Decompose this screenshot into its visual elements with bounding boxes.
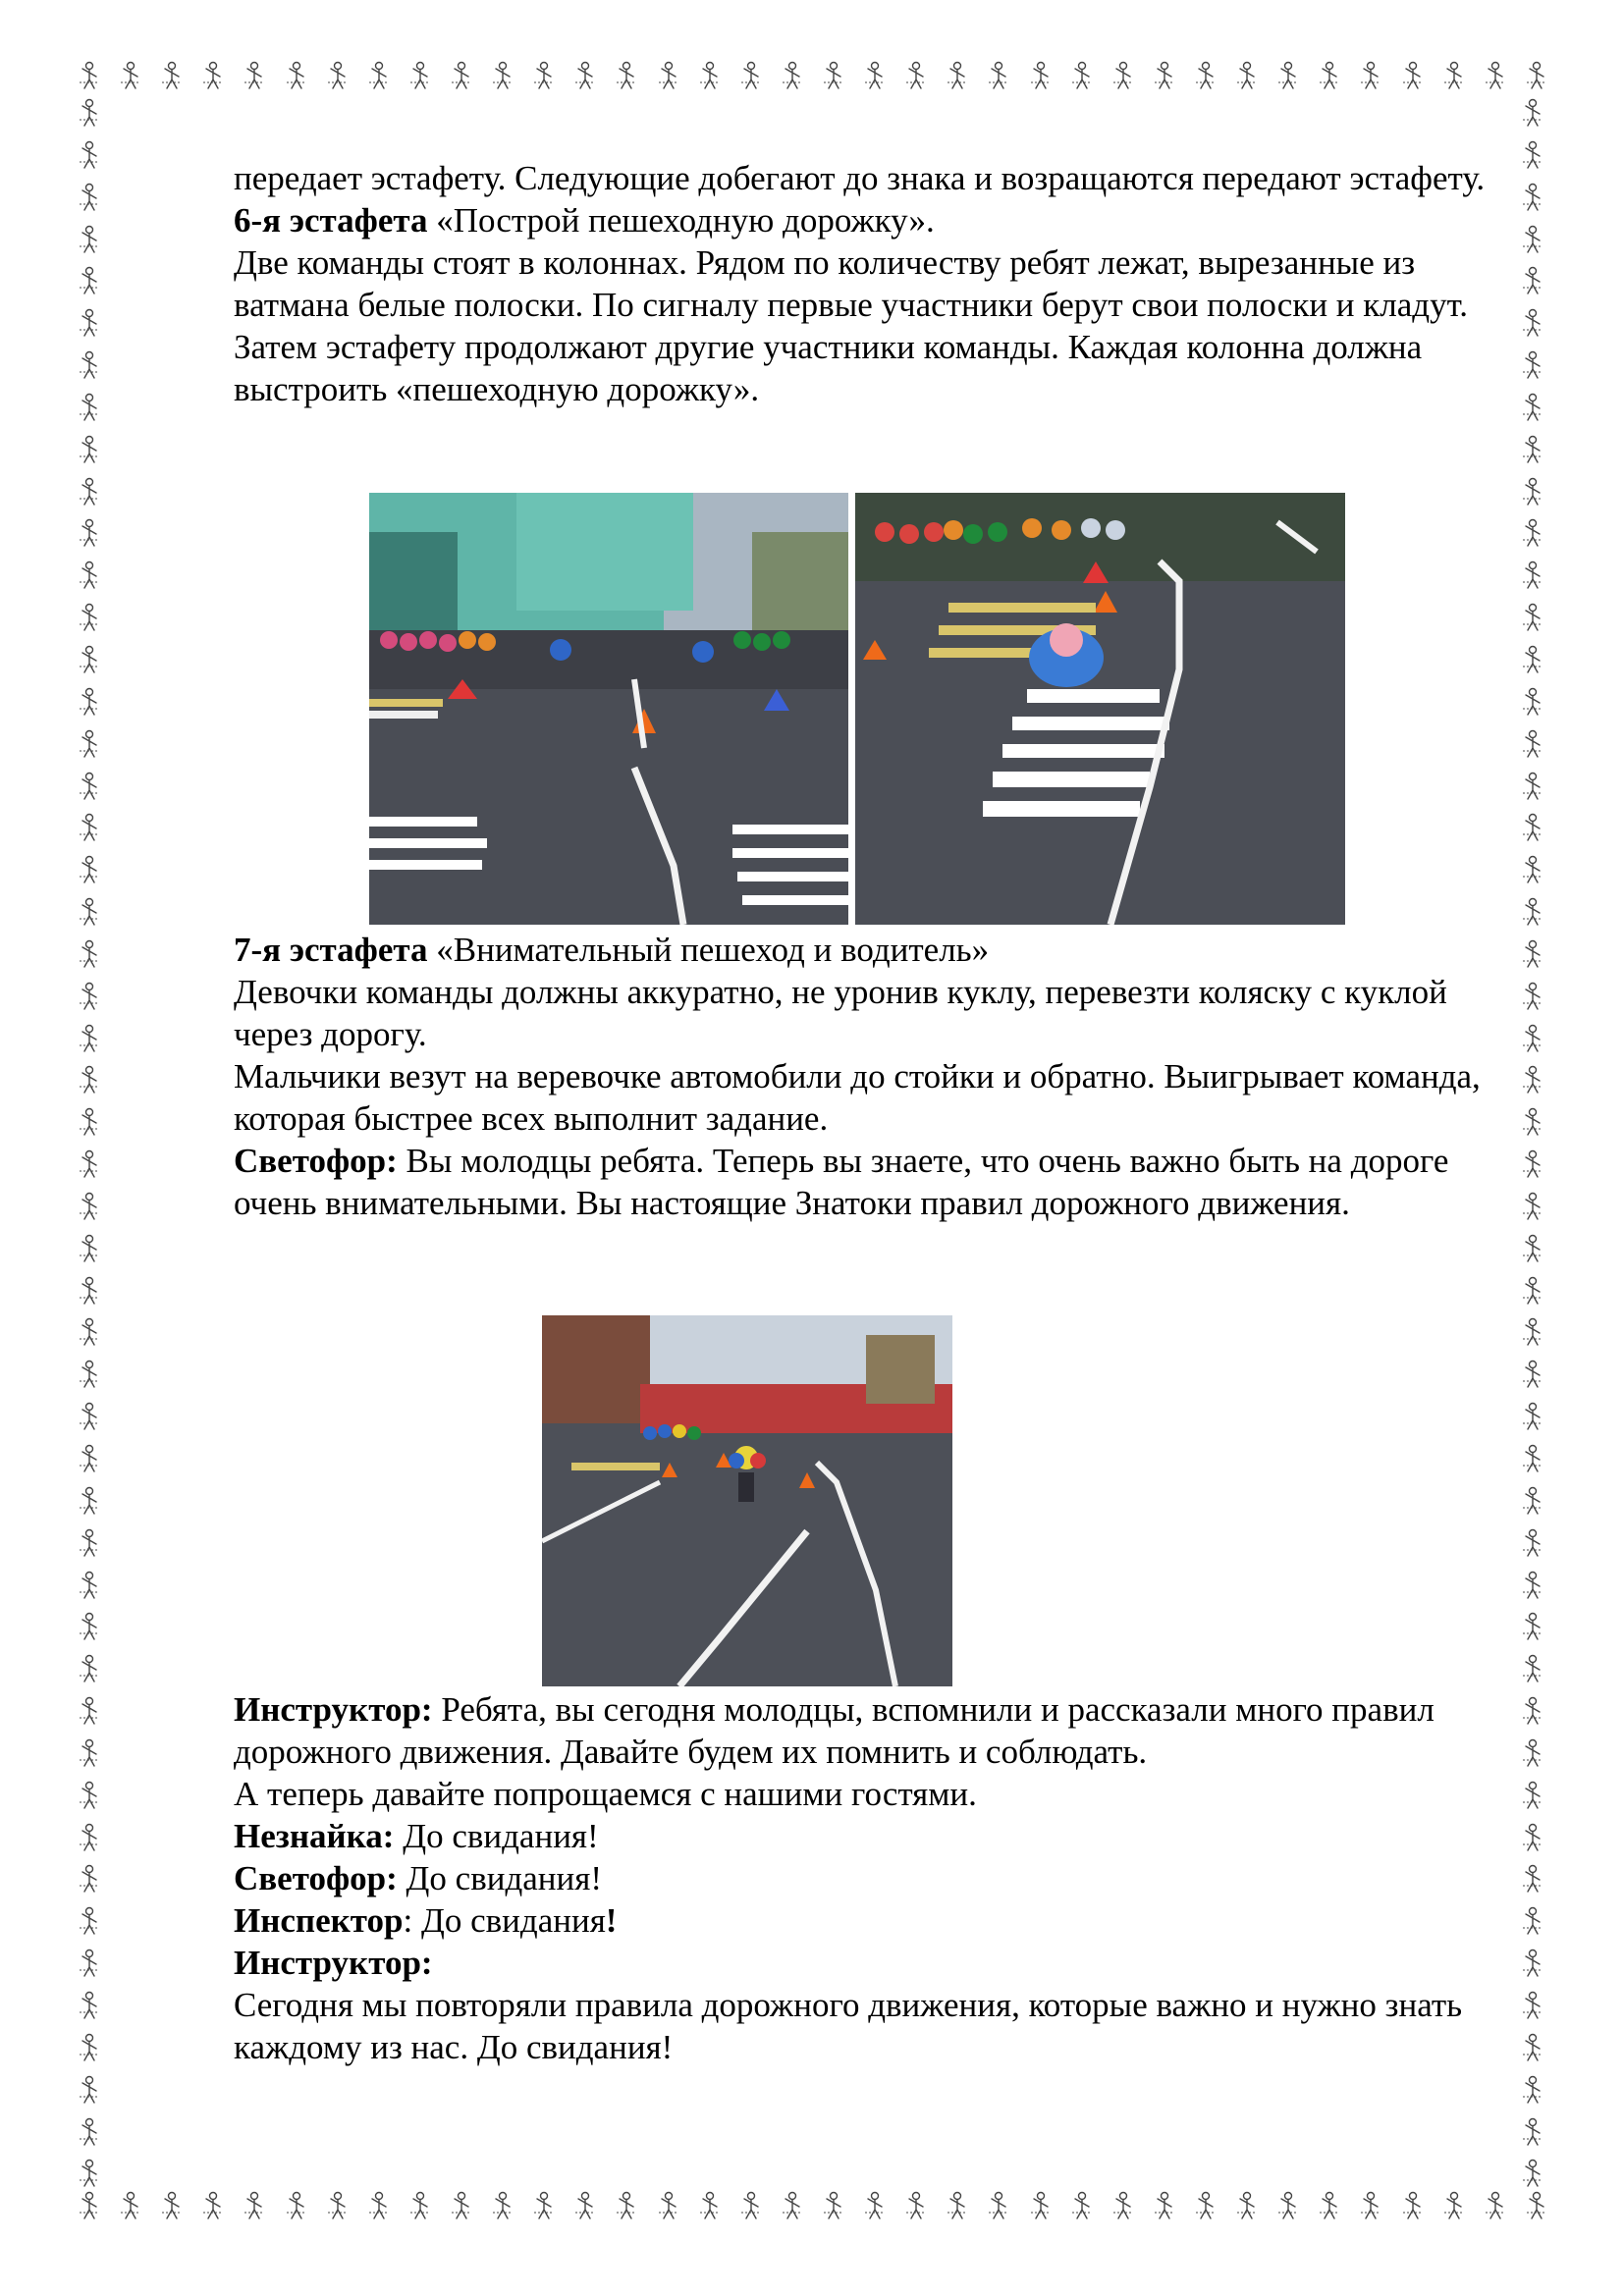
speech-text: : До свидания (403, 1901, 606, 1940)
pedestrian-icon (1028, 61, 1054, 90)
pedestrian-icon (77, 982, 102, 1011)
document-body-3 (234, 1688, 1500, 2068)
pedestrian-icon (1520, 645, 1545, 674)
pedestrian-icon (77, 855, 102, 884)
pedestrian-icon (77, 1360, 102, 1389)
pedestrian-icon (77, 266, 102, 295)
pedestrian-icon (1520, 982, 1545, 1011)
pedestrian-icon (1520, 1276, 1545, 1306)
pedestrian-icon (77, 687, 102, 717)
paragraph: Мальчики везут на веревочке автомобили до стойки и обратно. Выигрывает команда, которая быстрее всех выполнит задание. (234, 1057, 1481, 1138)
relay-7-name: «Внимательный пешеход и водитель» (427, 931, 990, 969)
pedestrian-icon (1520, 1612, 1545, 1641)
pedestrian-icon (1028, 2191, 1054, 2220)
pedestrian-icon (862, 2191, 888, 2220)
pedestrian-icon (77, 2191, 102, 2220)
pedestrian-icon (159, 61, 185, 90)
pedestrian-icon (77, 1654, 102, 1683)
pedestrian-icon (903, 61, 929, 90)
pedestrian-icon (1520, 1444, 1545, 1473)
speaker-name: Инструктор: (234, 1690, 433, 1729)
pedestrian-icon (697, 2191, 723, 2220)
pedestrian-icon (242, 2191, 267, 2220)
pedestrian-icon (1520, 1571, 1545, 1600)
pedestrian-icon (1193, 2191, 1218, 2220)
pedestrian-icon (1520, 1781, 1545, 1810)
pedestrian-icon (1069, 2191, 1095, 2220)
pedestrian-icon (77, 1276, 102, 1306)
pedestrian-icon (77, 2159, 102, 2188)
pedestrian-icon (1520, 1065, 1545, 1095)
pedestrian-icon (77, 603, 102, 632)
pedestrian-icon (1520, 1906, 1545, 1936)
pedestrian-icon (1358, 61, 1383, 90)
pedestrian-icon (1520, 393, 1545, 422)
pedestrian-icon (77, 1528, 102, 1558)
pedestrian-icon (407, 2191, 433, 2220)
pedestrian-icon (1520, 350, 1545, 380)
pedestrian-icon (945, 61, 970, 90)
pedestrian-icon (77, 729, 102, 759)
pedestrian-icon (449, 2191, 474, 2220)
speaker-name: Светофор: (234, 1142, 398, 1180)
pedestrian-icon (77, 2117, 102, 2147)
paragraph: Две команды стоят в колоннах. Рядом по количеству ребят лежат, вырезанные из ватмана белые полоски. По сигналу первые участники берут свои полоски и кладут. Затем эстафету продолжают другие участники команды. Каждая колонна должна выстроить «пешеходную дорожку». (234, 243, 1469, 408)
pedestrian-icon (1520, 1192, 1545, 1221)
pedestrian-icon (1524, 61, 1549, 90)
pedestrian-icon (77, 645, 102, 674)
pedestrian-icon (656, 2191, 681, 2220)
relay-7-title: 7-я эстафета (234, 931, 428, 969)
pedestrian-icon (77, 1024, 102, 1053)
pedestrian-icon (1400, 61, 1426, 90)
pedestrian-icon (862, 61, 888, 90)
speech-text: Ребята, вы сегодня молодцы, вспомнили и рассказали много правил дорожного движения. Давайте будем их помнить и соблюдать. (234, 1690, 1435, 1771)
speaker-name: Светофор: (234, 1859, 398, 1897)
pedestrian-icon (77, 477, 102, 507)
pedestrian-icon (1520, 477, 1545, 507)
pedestrian-icon (1520, 225, 1545, 254)
pedestrian-icon (1520, 855, 1545, 884)
pedestrian-icon (1400, 2191, 1426, 2220)
pedestrian-icon (77, 435, 102, 464)
pedestrian-icon (1358, 2191, 1383, 2220)
pedestrian-icon (77, 98, 102, 128)
pedestrian-icon (1152, 61, 1177, 90)
speaker-name: Незнайка: (234, 1817, 395, 1855)
speech-text: До свидания! (394, 1817, 599, 1855)
inspector-speech (234, 1899, 1500, 1942)
pedestrian-icon (1520, 729, 1545, 759)
pedestrian-icon (780, 2191, 805, 2220)
pedestrian-icon (1520, 1402, 1545, 1431)
pedestrian-icon (1520, 1107, 1545, 1137)
pedestrian-icon (656, 61, 681, 90)
speech-end: ! (605, 1901, 618, 1940)
pedestrian-icon (77, 1738, 102, 1768)
pedestrian-icon (1520, 140, 1545, 170)
pedestrian-icon (77, 1402, 102, 1431)
pedestrian-icon (986, 61, 1011, 90)
pedestrian-icon (77, 1949, 102, 1978)
pedestrian-icon (945, 2191, 970, 2220)
pedestrian-icon (118, 2191, 143, 2220)
speaker-name: Инструктор: (234, 1944, 433, 1982)
pedestrian-icon (1193, 61, 1218, 90)
pedestrian-icon (77, 308, 102, 338)
pedestrian-icon (1520, 1234, 1545, 1263)
pedestrian-icon (77, 183, 102, 212)
relay-6-title: 6-я эстафета (234, 201, 428, 240)
pedestrian-icon (572, 61, 598, 90)
pedestrian-icon (407, 61, 433, 90)
speech-text: До свидания! (397, 1859, 603, 1897)
pedestrian-icon (531, 61, 557, 90)
pedestrian-icon (77, 1823, 102, 1852)
document-body-2 (234, 929, 1500, 1224)
pedestrian-icon (1520, 1823, 1545, 1852)
pedestrian-icon (284, 2191, 309, 2220)
pedestrian-icon (77, 1696, 102, 1726)
pedestrian-icon (77, 1612, 102, 1641)
pedestrian-icon (77, 140, 102, 170)
pedestrian-icon (1275, 2191, 1301, 2220)
pedestrian-icon (821, 61, 846, 90)
pedestrian-icon (77, 1149, 102, 1179)
pedestrian-icon (490, 61, 515, 90)
pedestrian-icon (77, 1486, 102, 1516)
pedestrian-icon (1520, 1949, 1545, 1978)
pedestrian-icon (1234, 61, 1260, 90)
pedestrian-icon (1520, 772, 1545, 801)
pedestrian-icon (200, 2191, 226, 2220)
pedestrian-icon (614, 2191, 639, 2220)
pedestrian-icon (780, 61, 805, 90)
neznaika-speech (234, 1815, 1500, 1857)
relay-photo-1 (369, 493, 848, 925)
pedestrian-icon (1520, 435, 1545, 464)
pedestrian-icon (1520, 1486, 1545, 1516)
pedestrian-icon (1441, 61, 1467, 90)
page-border-left (77, 98, 102, 2189)
pedestrian-icon (1520, 1654, 1545, 1683)
pedestrian-icon (159, 2191, 185, 2220)
pedestrian-icon (77, 1571, 102, 1600)
pedestrian-icon (77, 1444, 102, 1473)
pedestrian-icon (77, 1864, 102, 1894)
document-body (234, 157, 1500, 410)
pedestrian-icon (1152, 2191, 1177, 2220)
relay-photo-3 (542, 1315, 952, 1686)
pedestrian-icon (200, 61, 226, 90)
pedestrian-icon (77, 772, 102, 801)
pedestrian-icon (1520, 603, 1545, 632)
instructor-speech (234, 1688, 1500, 1773)
pedestrian-icon (531, 2191, 557, 2220)
traffic-light-speech (234, 1140, 1500, 1224)
pedestrian-icon (77, 1107, 102, 1137)
pedestrian-icon (821, 2191, 846, 2220)
pedestrian-icon (366, 2191, 392, 2220)
pedestrian-icon (1234, 2191, 1260, 2220)
pedestrian-icon (1069, 61, 1095, 90)
pedestrian-icon (1520, 1149, 1545, 1179)
pedestrian-icon (77, 1065, 102, 1095)
traffic-light-farewell (234, 1857, 1500, 1899)
pedestrian-icon (77, 2033, 102, 2062)
pedestrian-icon (1520, 1991, 1545, 2020)
pedestrian-icon (1520, 1360, 1545, 1389)
pedestrian-icon (1520, 2033, 1545, 2062)
pedestrian-icon (572, 2191, 598, 2220)
pedestrian-icon (1520, 813, 1545, 842)
pedestrian-icon (449, 61, 474, 90)
pedestrian-icon (614, 61, 639, 90)
pedestrian-icon (1483, 61, 1508, 90)
pedestrian-icon (118, 61, 143, 90)
pedestrian-icon (1520, 1696, 1545, 1726)
paragraph: Девочки команды должны аккуратно, не уронив куклу, перевезти коляску с куклой через дорогу. (234, 973, 1447, 1053)
pedestrian-icon (77, 813, 102, 842)
pedestrian-icon (1520, 897, 1545, 927)
relay-6-name: «Построй пешеходную дорожку». (427, 201, 935, 240)
page-border-bottom (77, 2191, 1549, 2220)
pedestrian-icon (1317, 61, 1342, 90)
pedestrian-icon (77, 1234, 102, 1263)
pedestrian-icon (77, 897, 102, 927)
page-border-right (1520, 98, 1545, 2189)
pedestrian-icon (77, 1317, 102, 1347)
pedestrian-icon (738, 2191, 764, 2220)
pedestrian-icon (1520, 687, 1545, 717)
pedestrian-icon (1520, 561, 1545, 590)
paragraph: А теперь давайте попрощаемся с нашими гостями. (234, 1775, 977, 1813)
pedestrian-icon (1483, 2191, 1508, 2220)
pedestrian-icon (1520, 1738, 1545, 1768)
pedestrian-icon (77, 1781, 102, 1810)
pedestrian-icon (77, 1192, 102, 1221)
pedestrian-icon (1520, 939, 1545, 969)
pedestrian-icon (903, 2191, 929, 2220)
pedestrian-icon (366, 61, 392, 90)
pedestrian-icon (77, 518, 102, 548)
pedestrian-icon (1520, 2159, 1545, 2188)
instructor-final-label (234, 1942, 1500, 1984)
pedestrian-icon (77, 939, 102, 969)
pedestrian-icon (325, 2191, 351, 2220)
pedestrian-icon (1275, 61, 1301, 90)
pedestrian-icon (1520, 1528, 1545, 1558)
relay-6-heading (234, 199, 1500, 241)
pedestrian-icon (697, 61, 723, 90)
pedestrian-icon (1520, 518, 1545, 548)
pedestrian-icon (77, 61, 102, 90)
pedestrian-icon (77, 2075, 102, 2105)
pedestrian-icon (1520, 266, 1545, 295)
speaker-name: Инспектор (234, 1901, 404, 1940)
pedestrian-icon (77, 225, 102, 254)
pedestrian-icon (242, 61, 267, 90)
pedestrian-icon (1520, 2075, 1545, 2105)
pedestrian-icon (1520, 308, 1545, 338)
pedestrian-icon (77, 393, 102, 422)
paragraph: передает эстафету. Следующие добегают до знака и возращаются передают эстафету. (234, 159, 1486, 197)
pedestrian-icon (1520, 1317, 1545, 1347)
pedestrian-icon (1520, 1024, 1545, 1053)
pedestrian-icon (490, 2191, 515, 2220)
pedestrian-icon (738, 61, 764, 90)
pedestrian-icon (1520, 98, 1545, 128)
page-border-top (77, 61, 1549, 90)
relay-photo-2 (855, 493, 1345, 925)
pedestrian-icon (986, 2191, 1011, 2220)
pedestrian-icon (325, 61, 351, 90)
pedestrian-icon (1110, 2191, 1136, 2220)
pedestrian-icon (77, 561, 102, 590)
pedestrian-icon (1441, 2191, 1467, 2220)
pedestrian-icon (1317, 2191, 1342, 2220)
pedestrian-icon (77, 1991, 102, 2020)
relay-7-heading (234, 929, 1500, 971)
speech-text: Вы молодцы ребята. Теперь вы знаете, что очень важно быть на дороге очень внимательными. Вы настоящие Знатоки правил дорожного движения. (234, 1142, 1449, 1222)
paragraph: Сегодня мы повторяли правила дорожного движения, которые важно и нужно знать каждому из нас. До свидания! (234, 1986, 1463, 2066)
pedestrian-icon (1520, 1864, 1545, 1894)
pedestrian-icon (1110, 61, 1136, 90)
pedestrian-icon (77, 350, 102, 380)
pedestrian-icon (1520, 2117, 1545, 2147)
pedestrian-icon (284, 61, 309, 90)
pedestrian-icon (1524, 2191, 1549, 2220)
pedestrian-icon (77, 1906, 102, 1936)
pedestrian-icon (1520, 183, 1545, 212)
